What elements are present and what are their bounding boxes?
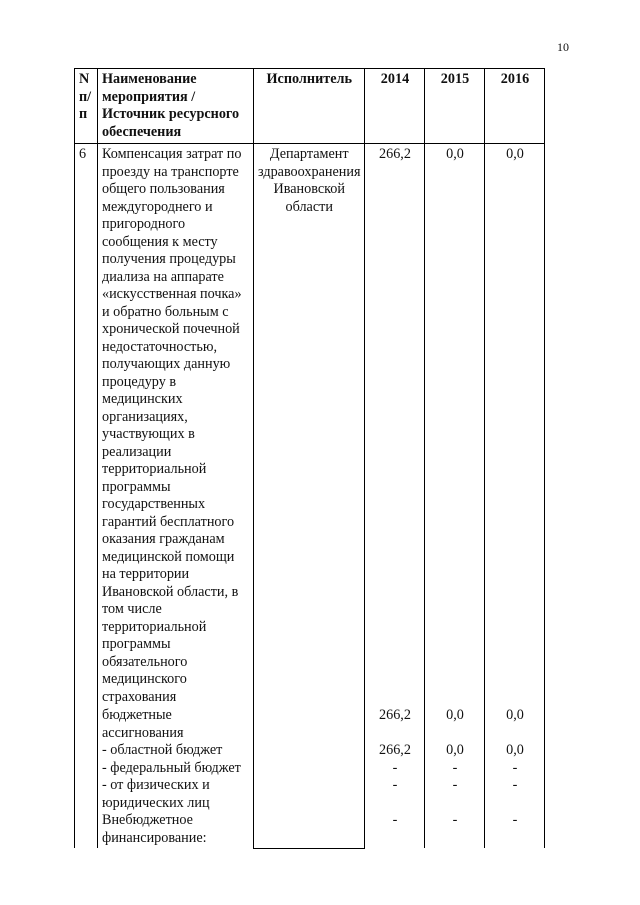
header-2015: 2015 [425, 69, 485, 144]
row-executor [254, 144, 365, 849]
header-2016: 2016 [485, 69, 545, 144]
sub-2014: - [365, 777, 425, 812]
row-2016: 0,0 [485, 144, 545, 708]
sub-2015: - [425, 760, 485, 778]
sub-2015: - [425, 777, 485, 812]
sub-2015: - [425, 812, 485, 848]
sub-2015: 0,0 [425, 707, 485, 742]
sub-name: - федеральный бюджет [98, 760, 254, 778]
table-header-row [75, 69, 545, 144]
sub-2016: 0,0 [485, 742, 545, 760]
header-executor: Исполнитель [254, 69, 365, 144]
row-num: 6 [75, 144, 98, 708]
sub-2014: - [365, 812, 425, 848]
sub-2014: - [365, 760, 425, 778]
sub-2016: - [485, 760, 545, 778]
executor-text: Департамент здравоохранения Ивановской области [258, 146, 361, 215]
sub-2014: 266,2 [365, 707, 425, 742]
header-num: N п/п [75, 69, 98, 144]
sub-2014: 266,2 [365, 742, 425, 760]
sub-name: бюджетные ассигнования [98, 707, 254, 742]
sub-2016: - [485, 812, 545, 848]
header-2014: 2014 [365, 69, 425, 144]
row-2015: 0,0 [425, 144, 485, 708]
row-2014: 266,2 [365, 144, 425, 708]
sub-name: - областной бюджет [98, 742, 254, 760]
row-name: Компенсация затрат по проезду на транспорте общего пользования междугороднего и пригородного сообщения к месту получения процедуры диализа на аппарате «искусственная почка» и обратно больным с хронической почечной недостаточностью, получающих данную процедуру в медицинских организациях, участвующих в реализации территориальной программы государственных гарантий бесплатного оказания гражданам медицинской помощи на территории Ивановской области, в том числе территориальной программы обязательного медицинского страхования [98, 144, 254, 708]
table-row [75, 144, 545, 708]
sub-2016: 0,0 [485, 707, 545, 742]
sub-2015: 0,0 [425, 742, 485, 760]
sub-2016: - [485, 777, 545, 812]
page-number: 10 [557, 40, 569, 54]
sub-name: - от физических и юридических лиц [98, 777, 254, 812]
header-name: Наименование мероприятия / Источник ресурсного обеспечения [98, 69, 254, 144]
activities-table [74, 68, 545, 849]
sub-name: Внебюджетное финансирование: [98, 812, 254, 848]
